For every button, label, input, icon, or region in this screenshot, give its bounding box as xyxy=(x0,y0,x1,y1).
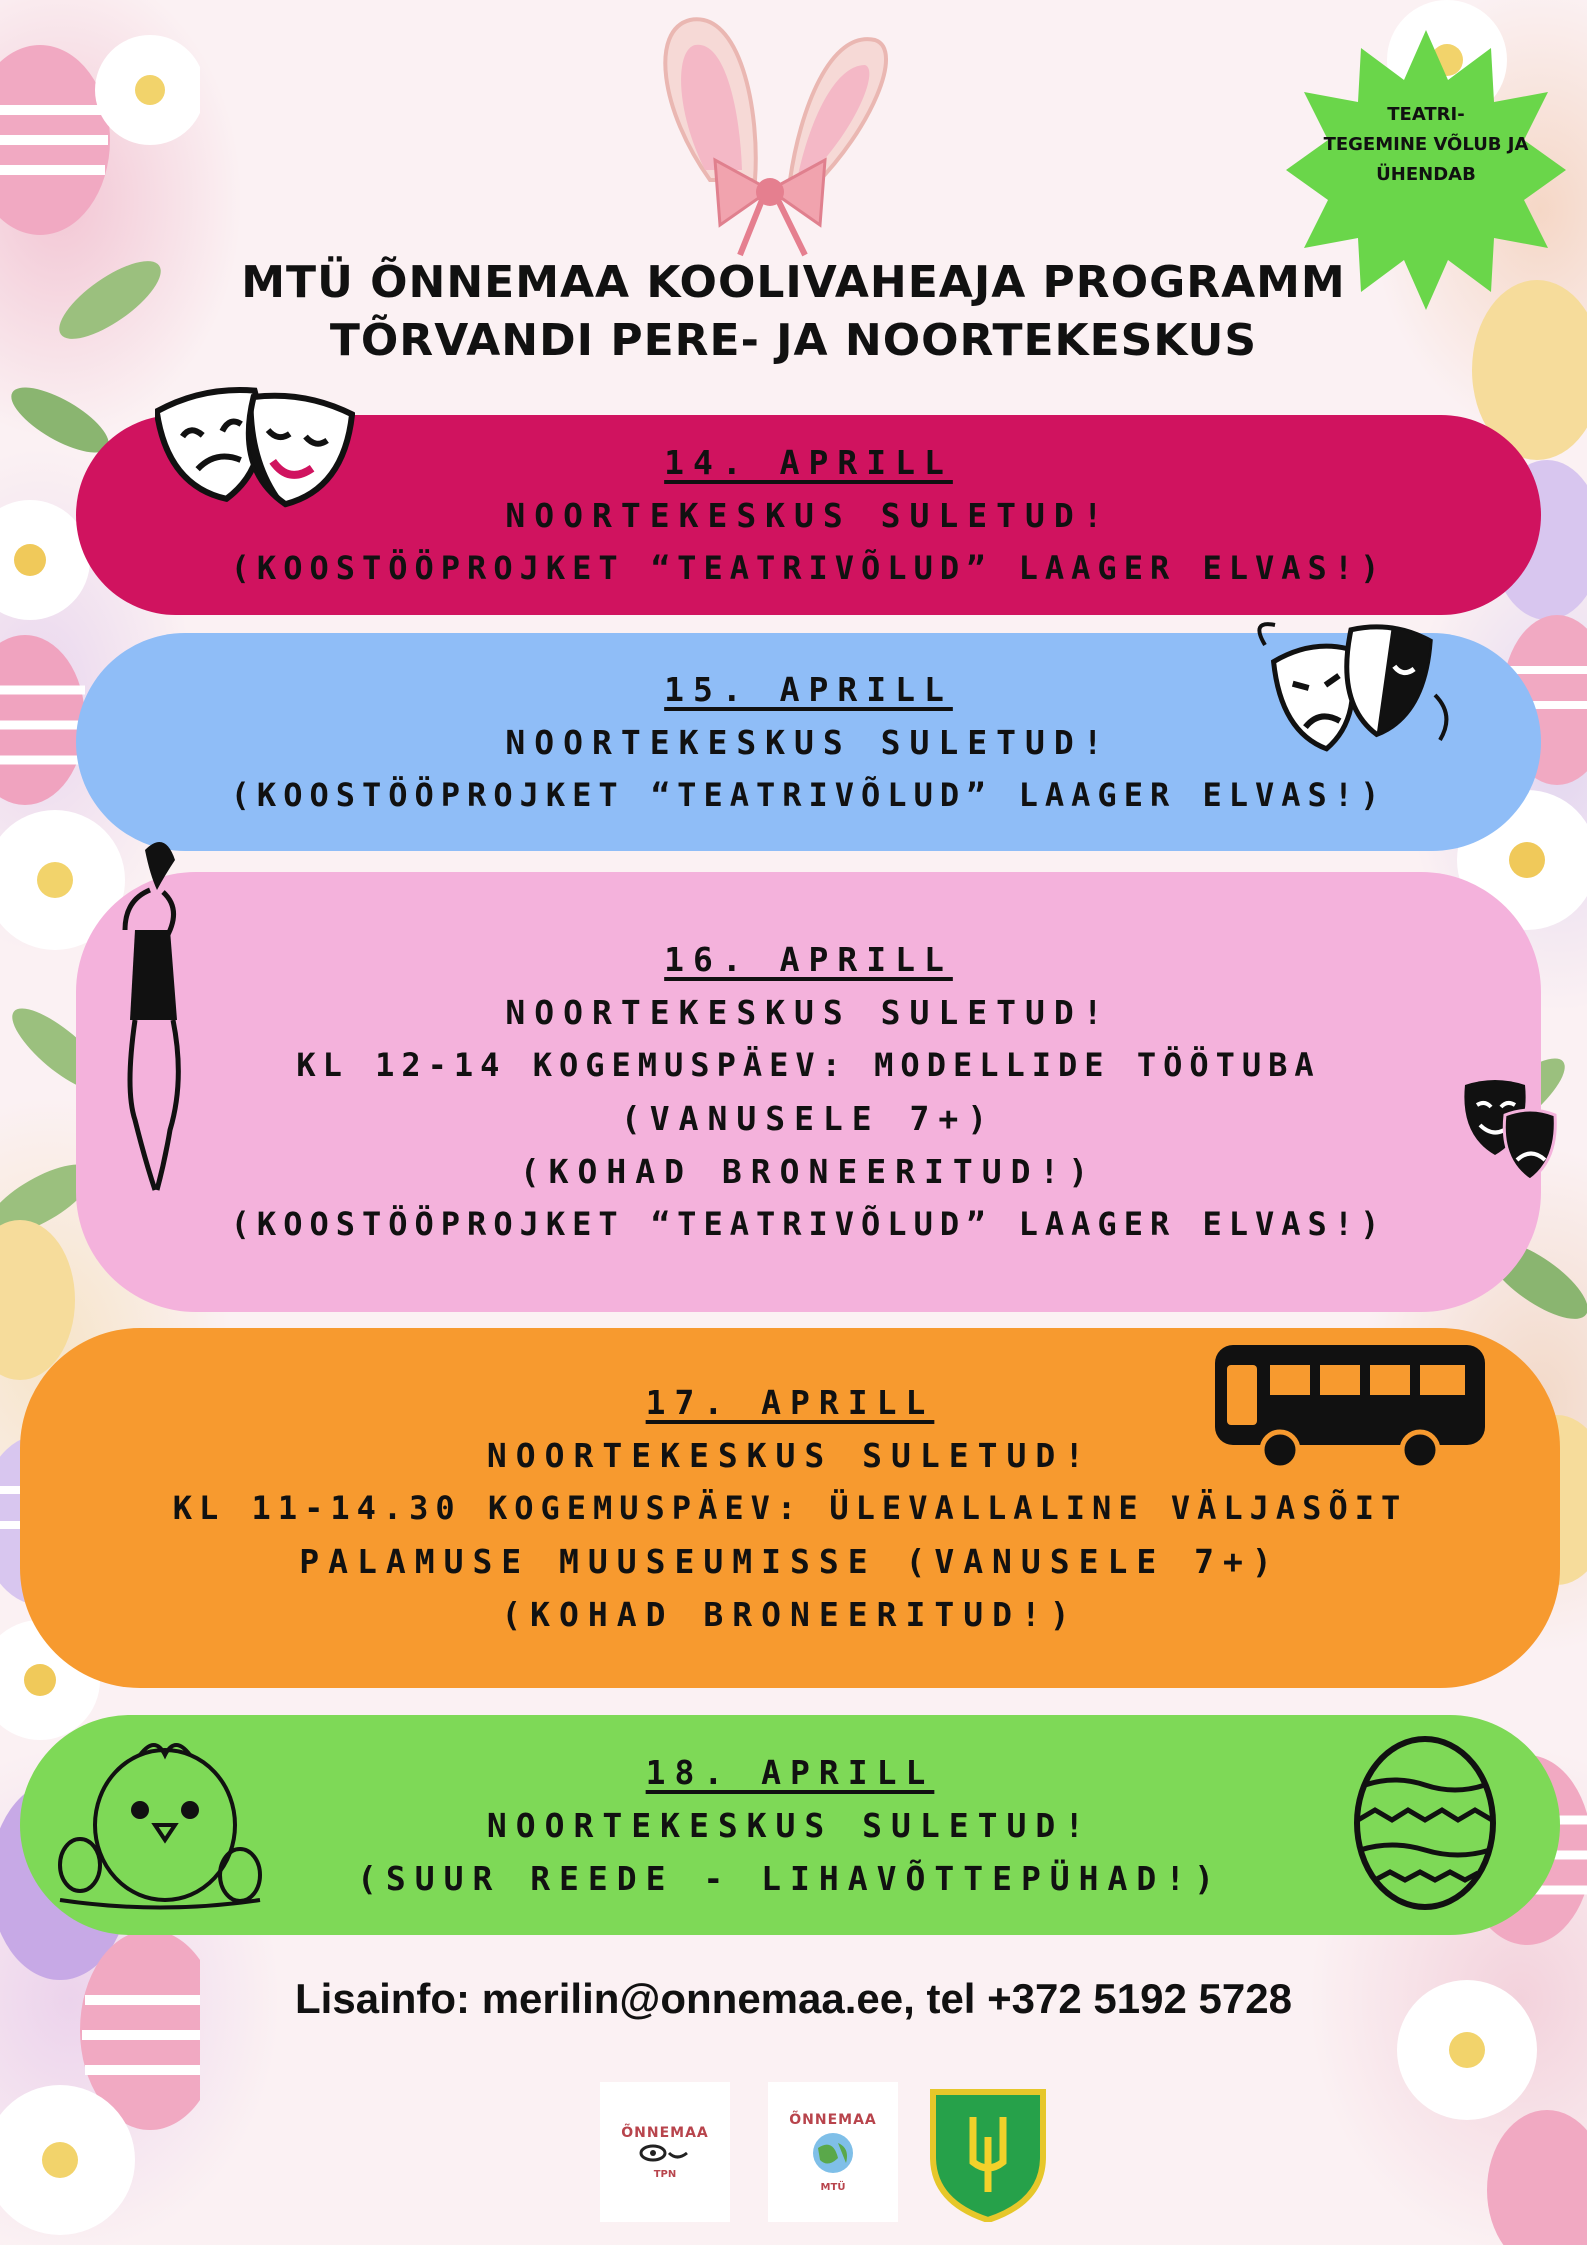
logo-sub: MTÜ xyxy=(820,2181,846,2193)
day-line: NOORTEKESKUS SULETUD! xyxy=(505,993,1112,1032)
day-line: KL 12-14 KOGEMUSPÄEV: MODELLIDE TÖÖTUBA xyxy=(296,1046,1321,1084)
day-date: 17. APRILL xyxy=(645,1382,935,1422)
day-line: (KOOSTÖÖPROJKET “TEATRIVÕLUD” LAAGER ELVAS!) xyxy=(230,1205,1387,1243)
onnemaa-tpn-logo xyxy=(600,2082,730,2222)
globe-icon xyxy=(808,2128,858,2178)
egg-icon xyxy=(1487,2110,1587,2245)
egg-icon xyxy=(0,635,88,805)
day-line: (KOHAD BRONEERITUD!) xyxy=(519,1152,1098,1191)
title-line-1: MTÜ ÕNNEMAA KOOLIVAHEAJA PROGRAMM xyxy=(241,257,1346,308)
bunny-ears-bow-icon xyxy=(630,10,910,260)
badge-line: ÜHENDAB xyxy=(1376,164,1476,185)
day-line: NOORTEKESKUS SULETUD! xyxy=(505,495,1112,535)
theater-masks-icon xyxy=(1455,1075,1565,1185)
badge-line: TEATRI- xyxy=(1387,104,1465,125)
logo-name: ÕNNEMAA xyxy=(789,2111,877,2128)
page-title xyxy=(0,254,1587,370)
day-line: (KOOSTÖÖPROJKET “TEATRIVÕLUD” LAAGER ELVAS!) xyxy=(230,548,1387,587)
chick-icon xyxy=(40,1715,270,1915)
day-date: 14. APRILL xyxy=(664,442,953,482)
onnemaa-mtu-logo xyxy=(768,2082,898,2222)
day-line: NOORTEKESKUS SULETUD! xyxy=(505,722,1112,762)
contact-info: Lisainfo: merilin@onnemaa.ee, tel +372 5192 5728 xyxy=(295,1975,1292,2022)
day-date: 15. APRILL xyxy=(664,669,953,709)
eye-icon xyxy=(635,2141,695,2165)
day-band-16 xyxy=(76,872,1541,1312)
egg-icon xyxy=(0,45,110,235)
day-date: 18. APRILL xyxy=(645,1752,935,1792)
flower-icon xyxy=(95,35,200,145)
coat-of-arms-logo xyxy=(928,2082,1048,2222)
badge-line: TEGEMINE VÕLUB JA xyxy=(1323,134,1529,155)
day-line: NOORTEKESKUS SULETUD! xyxy=(486,1435,1094,1475)
theater-masks-icon xyxy=(1255,615,1455,765)
theater-masks-icon xyxy=(155,385,355,515)
logo-sub: TPN xyxy=(653,2168,677,2180)
day-line: (KOOSTÖÖPROJKET “TEATRIVÕLUD” LAAGER ELVAS!) xyxy=(230,775,1387,814)
easter-egg-icon xyxy=(1350,1735,1500,1910)
day-line: (SUUR REEDE - LIHAVÕTTEPÜHAD!) xyxy=(356,1858,1224,1898)
logo-name: ÕNNEMAA xyxy=(621,2124,709,2141)
day-line: (KOHAD BRONEERITUD!) xyxy=(501,1594,1079,1634)
badge-text xyxy=(1316,100,1536,190)
model-woman-icon xyxy=(95,830,215,1210)
day-line: PALAMUSE MUUSEUMISSE (VANUSELE 7+) xyxy=(299,1541,1281,1581)
day-date: 16. APRILL xyxy=(664,940,953,979)
day-line: (VANUSELE 7+) xyxy=(620,1099,997,1138)
bus-icon xyxy=(1215,1345,1485,1470)
day-line: NOORTEKESKUS SULETUD! xyxy=(486,1805,1094,1845)
day-line: KL 11-14.30 KOGEMUSPÄEV: ÜLEVALLALINE VÄLJASÕIT xyxy=(172,1488,1408,1527)
title-line-2: TÕRVANDI PERE- JA NOORTEKESKUS xyxy=(329,315,1258,366)
